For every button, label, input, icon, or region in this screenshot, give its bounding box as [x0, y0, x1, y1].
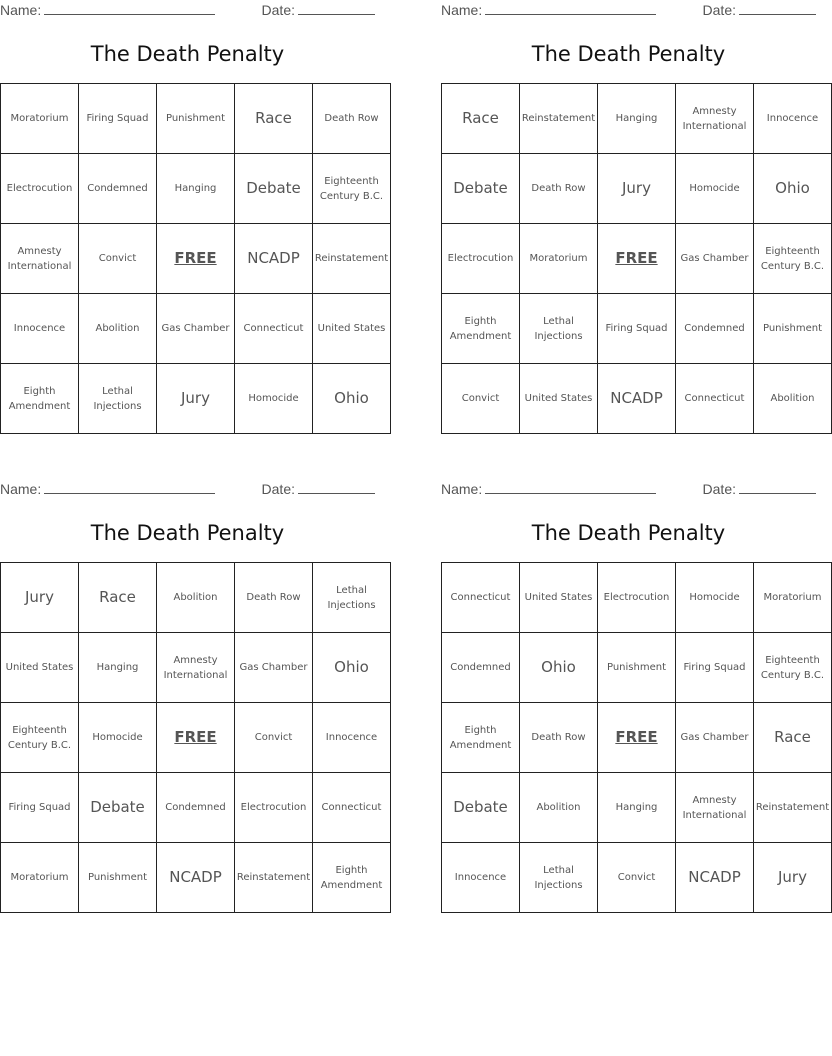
bingo-cell: Death Row	[313, 84, 391, 154]
card-title: The Death Penalty	[531, 521, 726, 545]
bingo-cell: Homocide	[676, 563, 754, 633]
bingo-cell: Amnesty International	[1, 224, 79, 294]
bingo-cell: Moratorium	[754, 563, 832, 633]
bingo-cell: Homocide	[235, 364, 313, 434]
bingo-cell: Innocence	[1, 294, 79, 364]
grid-row	[1, 294, 391, 364]
bingo-card-2	[441, 0, 825, 440]
bingo-cell: Hanging	[79, 633, 157, 703]
bingo-cell: Reinstatement	[754, 773, 832, 843]
grid-row	[442, 294, 832, 364]
bingo-cell: Hanging	[157, 154, 235, 224]
grid-row	[1, 563, 391, 633]
bingo-cell: Connecticut	[442, 563, 520, 633]
bingo-cell: Gas Chamber	[676, 703, 754, 773]
date-blank-line	[739, 481, 816, 494]
bingo-cell: Firing Squad	[598, 294, 676, 364]
bingo-cell: Eighth Amendment	[1, 364, 79, 434]
bingo-cell: Jury	[598, 154, 676, 224]
bingo-grid	[441, 83, 832, 434]
bingo-cell: Innocence	[754, 84, 832, 154]
bingo-grid	[441, 562, 832, 913]
bingo-cell: Debate	[442, 154, 520, 224]
bingo-cell: Punishment	[754, 294, 832, 364]
bingo-cell: Lethal Injections	[79, 364, 157, 434]
bingo-cell: Moratorium	[1, 84, 79, 154]
grid-row	[442, 84, 832, 154]
grid-row	[442, 563, 832, 633]
bingo-cell: Jury	[754, 843, 832, 913]
bingo-cell: Convict	[235, 703, 313, 773]
bingo-cell: Race	[442, 84, 520, 154]
bingo-cell: Abolition	[520, 773, 598, 843]
bingo-cell: Amnesty International	[676, 84, 754, 154]
bingo-cell: Condemned	[79, 154, 157, 224]
name-blank-line	[485, 2, 656, 15]
bingo-cell: Race	[235, 84, 313, 154]
bingo-cell: Firing Squad	[1, 773, 79, 843]
bingo-cell: Hanging	[598, 773, 676, 843]
date-field: Date:	[703, 2, 816, 18]
card-header	[441, 481, 816, 499]
bingo-cell: United States	[520, 563, 598, 633]
bingo-cell: NCADP	[676, 843, 754, 913]
bingo-cell: Electrocution	[442, 224, 520, 294]
bingo-cell: Punishment	[598, 633, 676, 703]
date-blank-line	[739, 2, 816, 15]
bingo-cell: Reinstatement	[235, 843, 313, 913]
bingo-cell: Ohio	[313, 364, 391, 434]
bingo-cell: Death Row	[235, 563, 313, 633]
bingo-cell: NCADP	[235, 224, 313, 294]
bingo-cell: Eighteenth Century B.C.	[1, 703, 79, 773]
bingo-cell: Amnesty International	[157, 633, 235, 703]
bingo-cell: Eighth Amendment	[313, 843, 391, 913]
bingo-cell: Homocide	[79, 703, 157, 773]
bingo-cell: Convict	[79, 224, 157, 294]
date-blank-line	[298, 2, 375, 15]
bingo-cell: Debate	[235, 154, 313, 224]
free-space-cell: FREE	[157, 703, 235, 773]
bingo-cell: Ohio	[313, 633, 391, 703]
bingo-cell: Death Row	[520, 703, 598, 773]
date-field: Date:	[703, 481, 816, 497]
date-field: Date:	[262, 481, 375, 497]
grid-row	[442, 843, 832, 913]
grid-row	[1, 84, 391, 154]
bingo-cell: NCADP	[598, 364, 676, 434]
bingo-cell: Gas Chamber	[157, 294, 235, 364]
card-header	[441, 2, 816, 20]
bingo-cell: Connecticut	[235, 294, 313, 364]
bingo-cell: Innocence	[313, 703, 391, 773]
bingo-cell: United States	[1, 633, 79, 703]
bingo-cell: Race	[79, 563, 157, 633]
grid-row	[1, 364, 391, 434]
bingo-cell: Abolition	[157, 563, 235, 633]
grid-row	[1, 773, 391, 843]
bingo-cell: Firing Squad	[676, 633, 754, 703]
grid-row	[442, 364, 832, 434]
bingo-cell: Race	[754, 703, 832, 773]
name-blank-line	[44, 481, 215, 494]
bingo-grid	[0, 83, 391, 434]
free-space-cell: FREE	[598, 703, 676, 773]
bingo-cell: United States	[313, 294, 391, 364]
bingo-grid	[0, 562, 391, 913]
bingo-cell: Lethal Injections	[313, 563, 391, 633]
bingo-cell: Punishment	[79, 843, 157, 913]
bingo-cell: Innocence	[442, 843, 520, 913]
name-field: Name:	[441, 481, 656, 497]
grid-row	[442, 154, 832, 224]
bingo-cell: Death Row	[520, 154, 598, 224]
bingo-cell: Convict	[598, 843, 676, 913]
bingo-cell: Lethal Injections	[520, 294, 598, 364]
bingo-cell: Electrocution	[1, 154, 79, 224]
grid-row	[442, 703, 832, 773]
bingo-cell: Electrocution	[235, 773, 313, 843]
bingo-cell: Moratorium	[520, 224, 598, 294]
bingo-cell: Firing Squad	[79, 84, 157, 154]
bingo-cell: Jury	[157, 364, 235, 434]
bingo-cell: Abolition	[754, 364, 832, 434]
bingo-cell: Convict	[442, 364, 520, 434]
bingo-cell: Condemned	[157, 773, 235, 843]
bingo-card-4	[441, 479, 830, 919]
bingo-cell: Gas Chamber	[676, 224, 754, 294]
name-field: Name:	[0, 481, 215, 497]
bingo-cell: Amnesty International	[676, 773, 754, 843]
bingo-cell: Condemned	[676, 294, 754, 364]
bingo-cell: Gas Chamber	[235, 633, 313, 703]
bingo-card-3	[0, 479, 383, 919]
bingo-cell: Jury	[1, 563, 79, 633]
bingo-card-1	[0, 0, 389, 440]
bingo-cell: Connecticut	[676, 364, 754, 434]
grid-row	[1, 154, 391, 224]
bingo-cell: Connecticut	[313, 773, 391, 843]
bingo-cell: Punishment	[157, 84, 235, 154]
bingo-cell: Eighth Amendment	[442, 703, 520, 773]
grid-row	[442, 633, 832, 703]
bingo-cell: Lethal Injections	[520, 843, 598, 913]
date-field: Date:	[262, 2, 375, 18]
bingo-cell: Hanging	[598, 84, 676, 154]
name-field: Name:	[441, 2, 656, 18]
date-blank-line	[298, 481, 375, 494]
grid-row	[442, 224, 832, 294]
card-title: The Death Penalty	[90, 521, 285, 545]
card-header	[0, 481, 375, 499]
card-header	[0, 2, 375, 20]
grid-row	[1, 703, 391, 773]
free-space-cell: FREE	[157, 224, 235, 294]
bingo-cell: Reinstatement	[313, 224, 391, 294]
bingo-cell: Condemned	[442, 633, 520, 703]
card-title: The Death Penalty	[90, 42, 285, 66]
bingo-cell: Moratorium	[1, 843, 79, 913]
bingo-cell: Reinstatement	[520, 84, 598, 154]
name-blank-line	[44, 2, 215, 15]
name-blank-line	[485, 481, 656, 494]
free-space-cell: FREE	[598, 224, 676, 294]
bingo-cell: Debate	[442, 773, 520, 843]
bingo-cell: Eighteenth Century B.C.	[754, 633, 832, 703]
bingo-cell: Debate	[79, 773, 157, 843]
bingo-cell: Eighth Amendment	[442, 294, 520, 364]
bingo-cell: NCADP	[157, 843, 235, 913]
grid-row	[1, 843, 391, 913]
bingo-cell: Eighteenth Century B.C.	[754, 224, 832, 294]
bingo-cell: Electrocution	[598, 563, 676, 633]
grid-row	[1, 633, 391, 703]
bingo-cell: Homocide	[676, 154, 754, 224]
bingo-cell: Eighteenth Century B.C.	[313, 154, 391, 224]
bingo-cell: Ohio	[520, 633, 598, 703]
bingo-cell: Abolition	[79, 294, 157, 364]
bingo-cell: United States	[520, 364, 598, 434]
card-title: The Death Penalty	[531, 42, 726, 66]
grid-row	[1, 224, 391, 294]
name-field: Name:	[0, 2, 215, 18]
bingo-cell: Ohio	[754, 154, 832, 224]
grid-row	[442, 773, 832, 843]
